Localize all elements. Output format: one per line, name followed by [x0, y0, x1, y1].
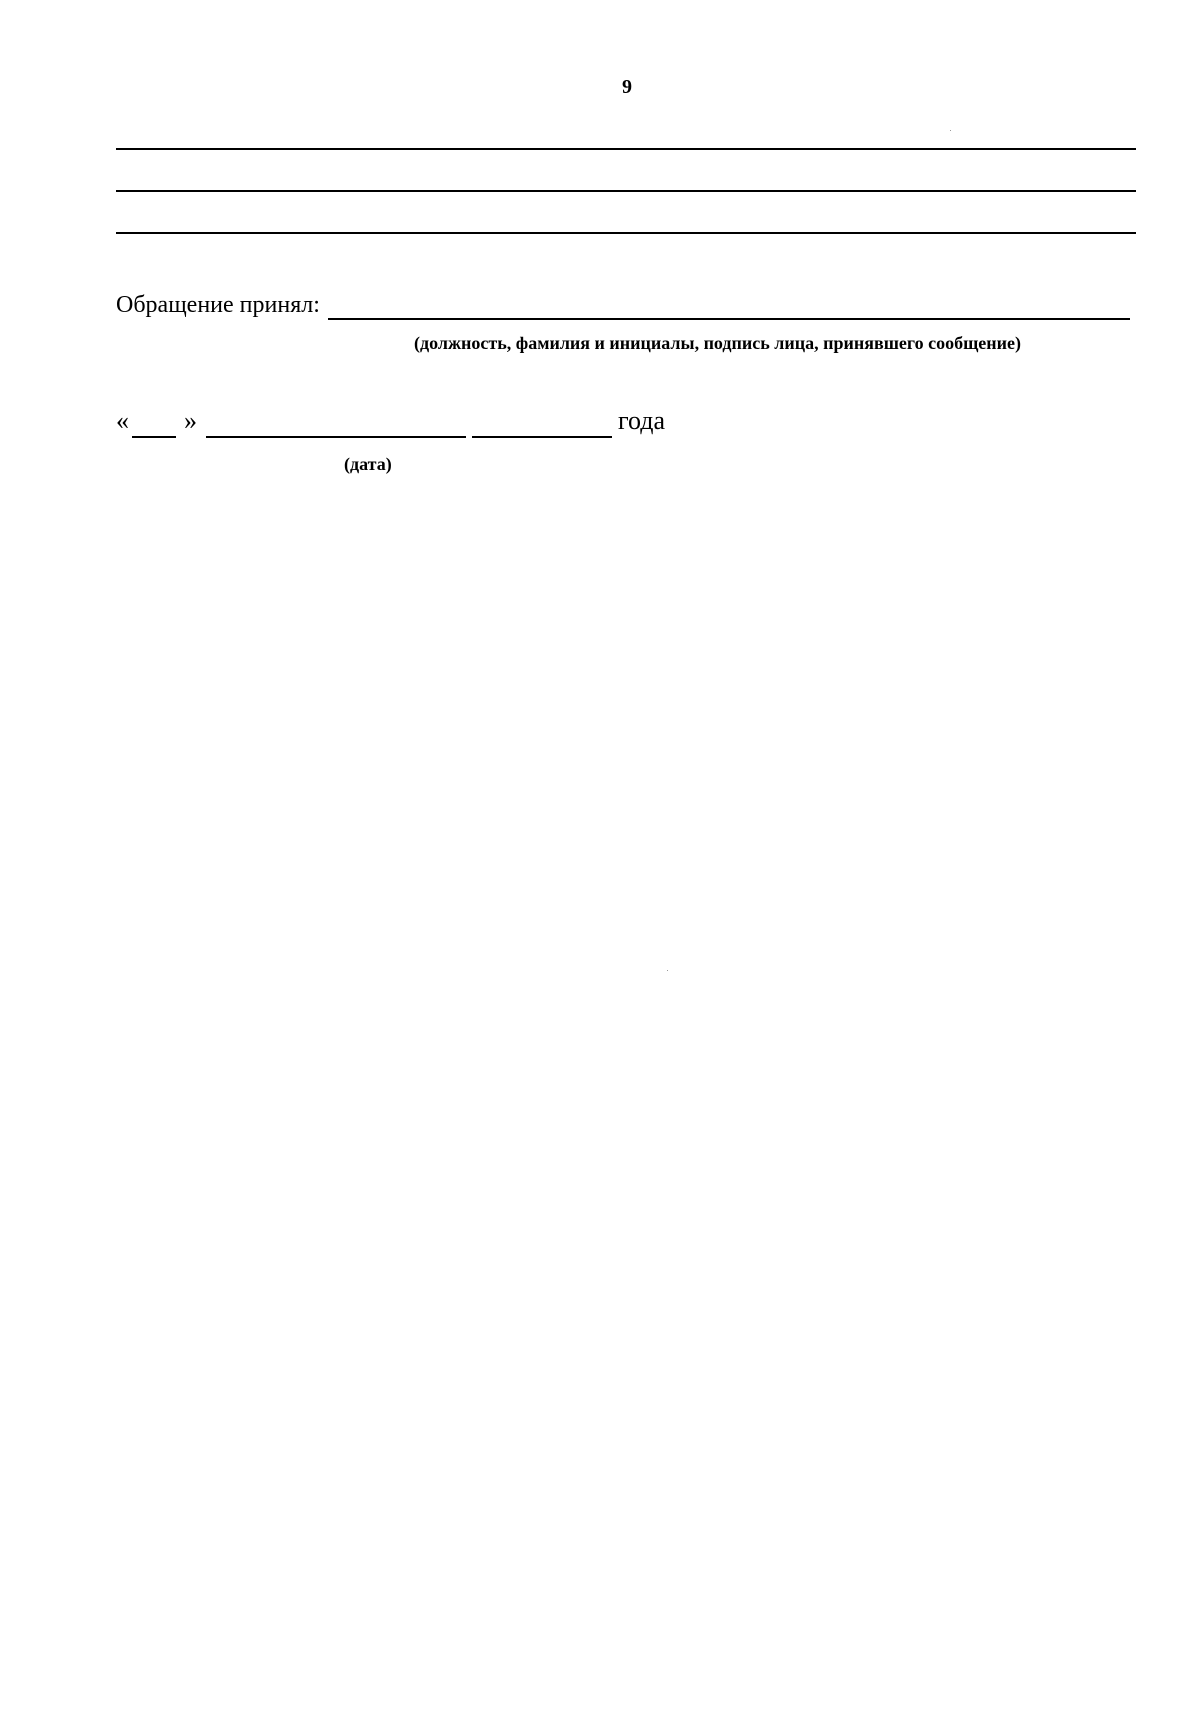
year-blank-line [472, 436, 612, 438]
received-caption: (должность, фамилия и инициалы, подпись лица, принявшего сообщение) [414, 333, 1022, 353]
day-blank-line [132, 436, 176, 438]
received-label: Обращение принял: [116, 292, 320, 318]
blank-line-1 [116, 148, 1136, 150]
month-blank-line [206, 436, 466, 438]
blank-line-3 [116, 232, 1136, 234]
quote-open: « [116, 406, 129, 435]
scan-speck [667, 970, 668, 971]
date-caption: (дата) [344, 454, 392, 474]
scan-speck [950, 130, 951, 131]
received-signature-line [328, 318, 1130, 320]
quote-close: » [184, 406, 197, 435]
page-number: 9 [622, 76, 632, 98]
blank-line-2 [116, 190, 1136, 192]
year-word: года [618, 406, 666, 435]
